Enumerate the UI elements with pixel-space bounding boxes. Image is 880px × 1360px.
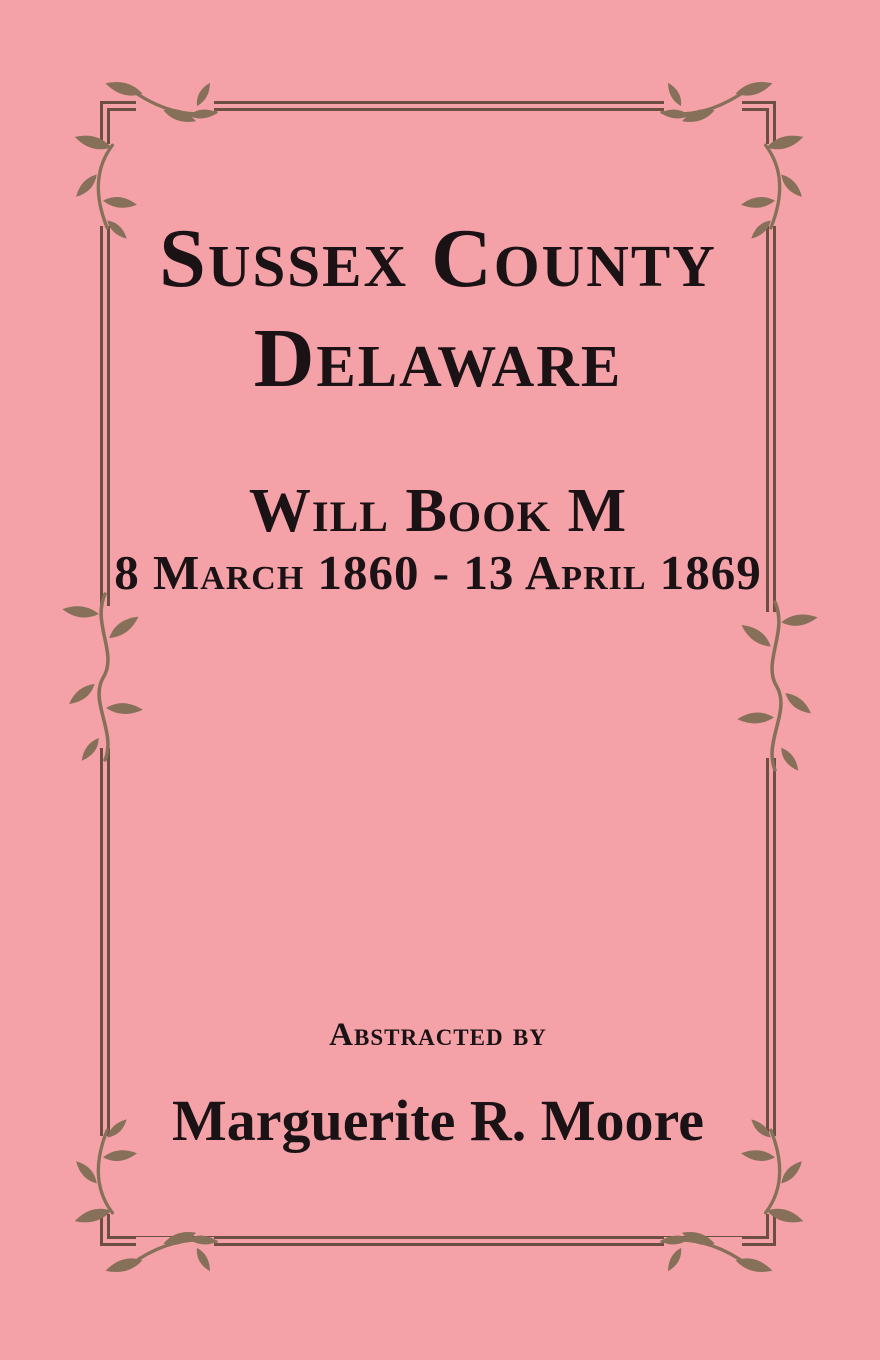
title-line-1: Sussex County — [159, 212, 717, 305]
leaf-vine-right-edge-icon — [751, 600, 801, 772]
leaf-sprig-top-right-horizontal-icon — [660, 78, 744, 130]
leaf-vine-left-edge-icon — [79, 592, 129, 762]
leaf-sprig-bottom-right-horizontal-icon — [660, 1224, 744, 1276]
credit-line: Abstracted by — [329, 1017, 547, 1053]
book-label: Will Book M — [248, 477, 628, 545]
date-range: 8 March 1860 - 13 April 1869 — [114, 545, 762, 600]
author-name: Marguerite R. Moore — [172, 1088, 704, 1153]
leaf-sprig-top-left-horizontal-icon — [134, 78, 218, 130]
page-title — [100, 209, 776, 409]
leaf-sprig-bottom-left-horizontal-icon — [134, 1224, 218, 1276]
title-line-2: Delaware — [253, 312, 623, 405]
